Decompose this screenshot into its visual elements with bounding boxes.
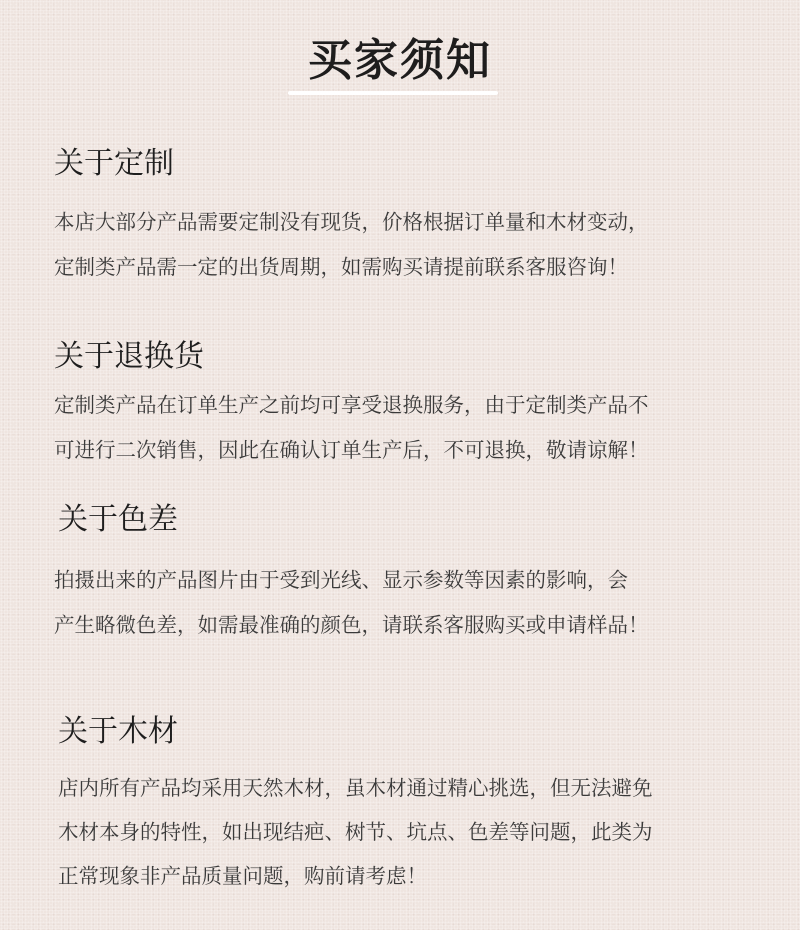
- body-line: 可进行二次销售，因此在确认订单生产后，不可退换，敬请谅解！: [54, 438, 649, 462]
- section-body: [54, 558, 774, 648]
- body-line: 木材本身的特性，如出现结疤、树节、坑点、色差等问题，此类为: [58, 820, 653, 844]
- body-line: 定制类产品在订单生产之前均可享受退换服务，由于定制类产品不: [54, 393, 649, 417]
- section-body: [58, 766, 774, 898]
- section-body: [54, 200, 774, 290]
- body-line: 产生略微色差，如需最准确的颜色，请联系客服购买或申请样品！: [54, 613, 649, 637]
- title-underline: [288, 91, 498, 95]
- section-heading: 关于定制: [54, 146, 174, 181]
- body-line: 定制类产品需一定的出货周期，如需购买请提前联系客服咨询！: [54, 255, 628, 279]
- body-line: 拍摄出来的产品图片由于受到光线、显示参数等因素的影响，会: [54, 568, 628, 592]
- body-line: 店内所有产品均采用天然木材，虽木材通过精心挑选，但无法避免: [58, 776, 653, 800]
- section-heading: 关于木材: [58, 714, 178, 749]
- section-heading: 关于退换货: [54, 339, 204, 374]
- section-heading: 关于色差: [58, 502, 178, 537]
- page-title: 买家须知: [308, 35, 492, 86]
- body-line: 本店大部分产品需要定制没有现货，价格根据订单量和木材变动，: [54, 210, 649, 234]
- section-body: [54, 383, 774, 473]
- body-line: 正常现象非产品质量问题，购前请考虑！: [58, 864, 427, 888]
